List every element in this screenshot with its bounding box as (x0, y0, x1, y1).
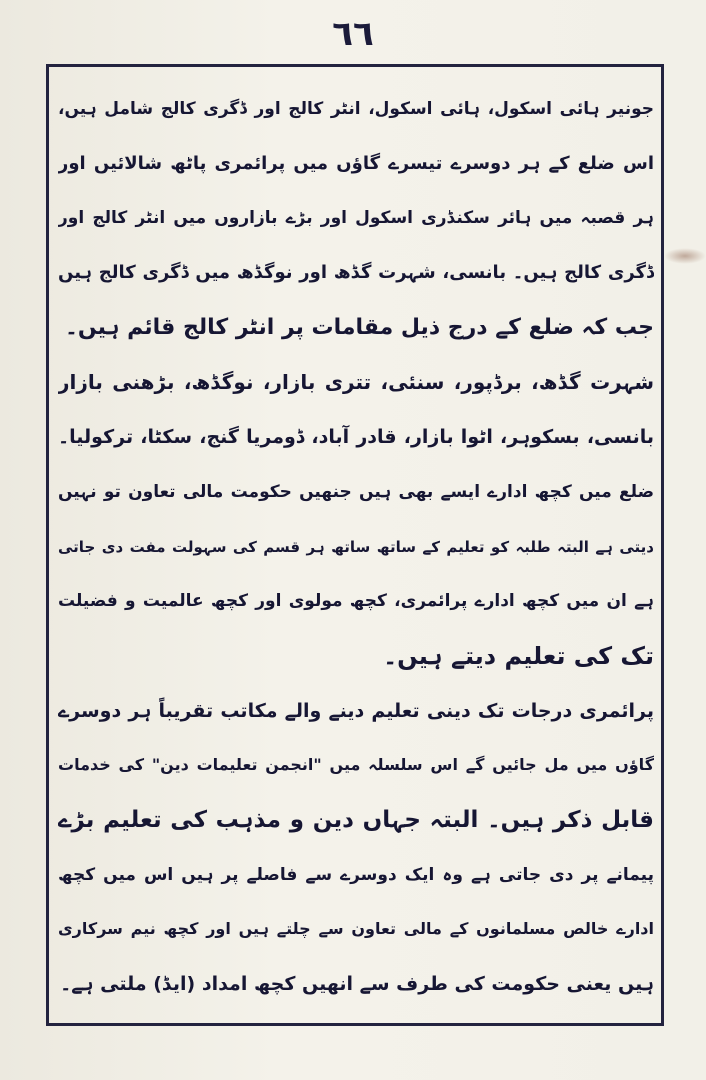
text-line: ہیں یعنی حکومت کی طرف سے انھیں کچھ امداد (ایڈ) ملتی ہے۔ (60, 973, 654, 995)
text-line: ہر قصبہ میں ہائر سکنڈری اسکول اور بڑے بازاروں میں انٹر کالج اور (58, 208, 654, 229)
urdu-text-block (58, 82, 654, 1012)
text-line: ضلع میں کچھ ادارے ایسے بھی ہیں جنھیں حکومت مالی تعاون تو نہیں (58, 481, 654, 502)
text-line: ادارے خالص مسلمانوں کے مالی تعاون سے چلتے ہیں اور کچھ نیم سرکاری (58, 919, 654, 939)
text-line: جب کہ ضلع کے درج ذیل مقامات پر انٹر کالج قائم ہیں۔ (64, 314, 654, 340)
text-line: ہے ان میں کچھ ادارے پرائمری، کچھ مولوی اور کچھ عالمیت و فضیلت (58, 591, 654, 612)
text-line: پرائمری درجات تک دینی تعلیم دینے والے مکاتب تقریباً ہر دوسرے (58, 699, 654, 722)
text-line: ڈگری کالج ہیں۔ بانسی، شہرت گڈھ اور نوگڈھ میں ڈگری کالج ہیں (58, 262, 654, 284)
text-line: تک کی تعلیم دیتے ہیں۔ (383, 641, 654, 670)
text-line: پیمانے پر دی جاتی ہے وہ ایک دوسرے سے فاصلے پر ہیں اس میں کچھ (58, 864, 654, 885)
paper-stain (664, 248, 706, 264)
text-line: گاؤں میں مل جائیں گے اس سلسلہ میں "انجمن تعلیمات دین" کی خدمات (58, 755, 654, 775)
text-line: قابل ذکر ہیں۔ البتہ جہاں دین و مذہب کی تعلیم بڑے (58, 806, 654, 833)
text-line: اس ضلع کے ہر دوسرے تیسرے گاؤں میں پرائمری پاٹھ شالائیں اور (58, 152, 654, 174)
text-line: دیتی ہے البتہ طلبہ کو تعلیم کے ساتھ ساتھ ہر قسم کی سہولت مفت دی جاتی (58, 537, 654, 556)
text-line: شہرت گڈھ، برڈپور، سنئی، تتری بازار، نوگڈھ، بڑھنی بازار (58, 370, 654, 395)
text-line: بانسی، بسکوہر، اٹوا بازار، قادر آباد، ڈومریا گنج، سکٹا، ترکولیا۔ (58, 426, 654, 449)
text-line: جونیر ہائی اسکول، ہائی اسکول، انٹر کالج اور ڈگری کالج شامل ہیں، (58, 99, 654, 119)
page-number: ٦٦ (332, 14, 374, 54)
